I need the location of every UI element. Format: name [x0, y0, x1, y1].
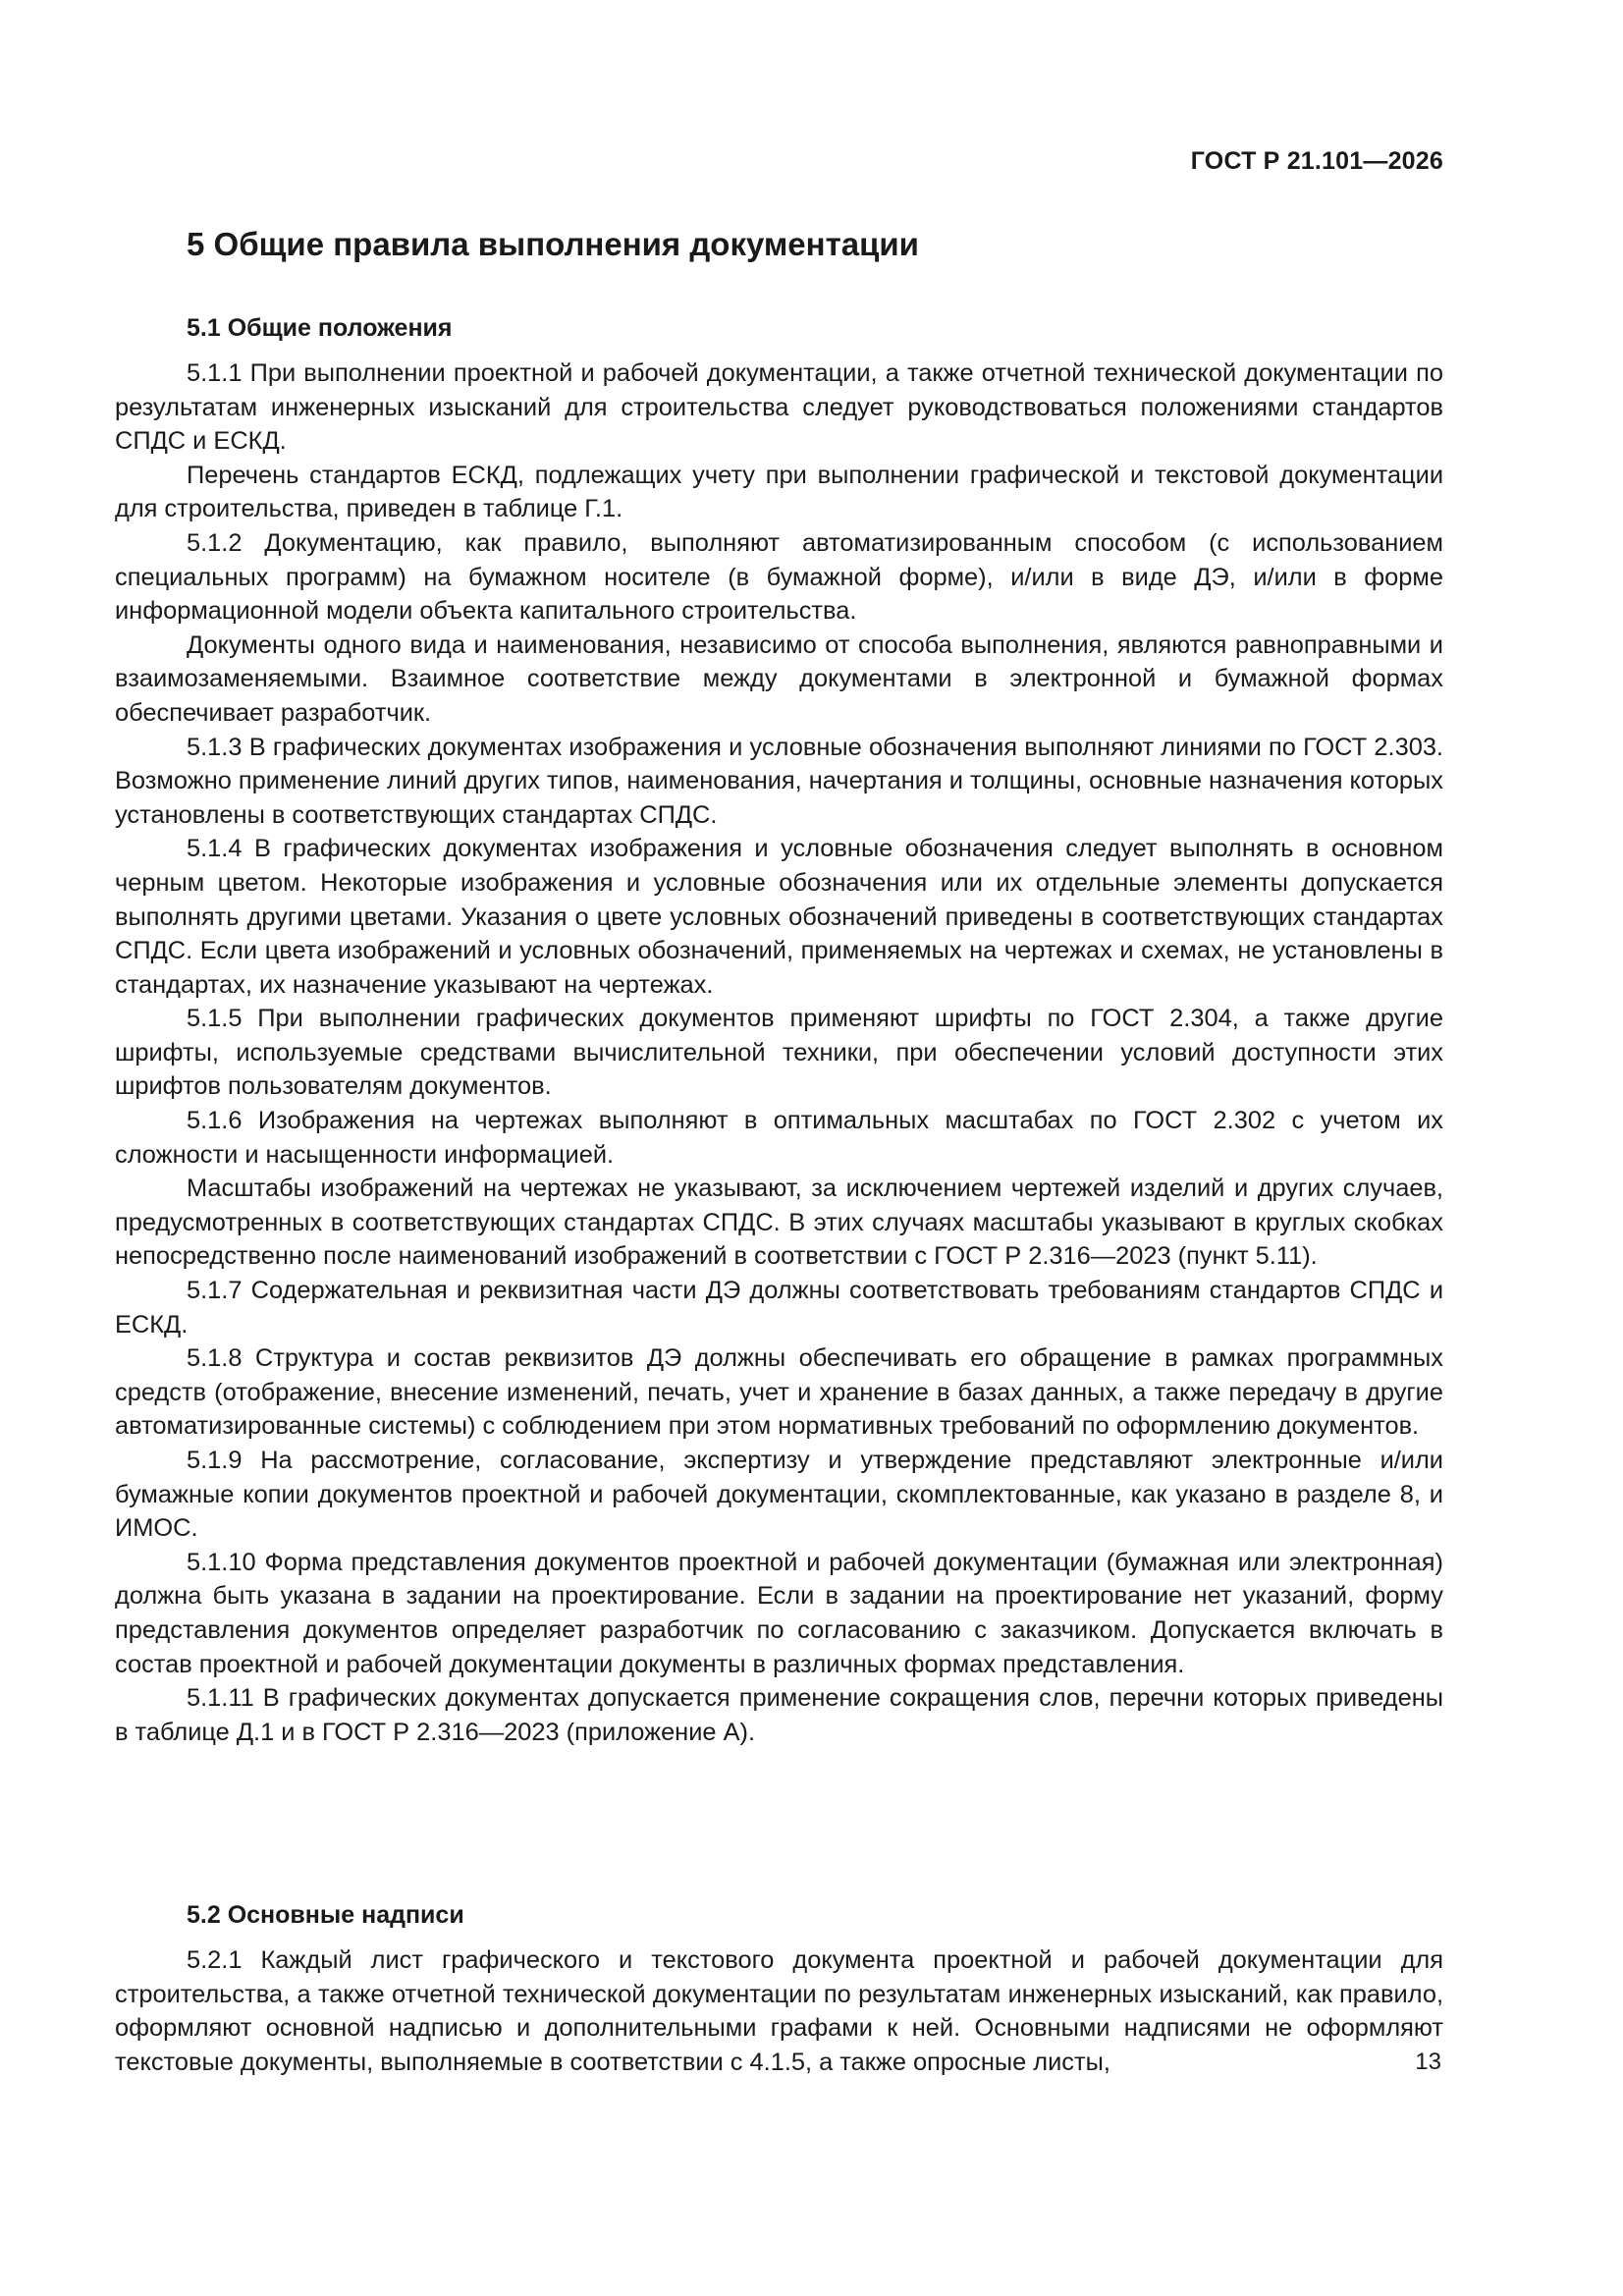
paragraph: Масштабы изображений на чертежах не указывают, за исключением чертежей изделий и других случаев, предусмотренных в соответствующих стандартах СПДС. В этих случаях масштабы указывают в круглых скобках непосредственно после наименований изображений в соответствии с ГОСТ Р 2.316—2023 (пункт 5.11).	[115, 1175, 1443, 1271]
page-number: 13	[1415, 2049, 1441, 2075]
document-designation: ГОСТ Р 21.101—2026	[1190, 147, 1443, 175]
paragraph: 5.1.4 В графических документах изображения и условные обозначения следует выполнять в основном черным цветом. Некоторые изображения и условные обозначения или их отдельные элементы допускается выполнять другими цветами. Указания о цвете условных обозначений приведены в соответствующих стандартах СПДС. Если цвета изображений и условных обозначений, применяемых на чертежах и схемах, не установлены в стандартах, их назначение указывают на чертежах.	[115, 835, 1443, 999]
paragraph: 5.2.1 Каждый лист графического и текстового документа проектной и рабочей документации для строительства, а также отчетной технической документации по результатам инженерных изысканий, как правило, оформляют основной надписью и дополнительными графами к ней. Основными надписями не оформляют текстовые документы, выполняемые в соответствии с 4.1.5, а также опросные листы,	[115, 1946, 1443, 2076]
section-heading: 5 Общие правила выполнения документации	[187, 226, 919, 262]
paragraph: 5.1.3 В графических документах изображения и условные обозначения выполняют линиями по ГОСТ 2.303. Возможно применение линий других типов, наименования, начертания и толщины, основные назначения которых установлены в соответствующих стандартах СПДС.	[115, 733, 1443, 829]
paragraph: 5.1.9 На рассмотрение, согласование, экспертизу и утверждение представляют электронные и/или бумажные копии документов проектной и рабочей документации, скомплектованные, как указано в разделе 8, и ИМОС.	[115, 1447, 1443, 1543]
paragraph: 5.1.5 При выполнении графических документов применяют шрифты по ГОСТ 2.304, а также другие шрифты, используемые средствами вычислительной техники, при обеспечении условий доступности этих шрифтов пользователям документов.	[115, 1005, 1443, 1101]
paragraph: 5.1.10 Форма представления документов проектной и рабочей документации (бумажная или электронная) должна быть указана в задании на проектирование. Если в задании на проектирование нет указаний, форму представления документов определяет разработчик по согласованию с заказчиком. Допускается включать в состав проектной и рабочей документации документы в различных формах представления.	[115, 1548, 1443, 1678]
subsection-5-2-body	[115, 1943, 1443, 2079]
subsection-heading-5-1: 5.1 Общие положения	[187, 314, 453, 342]
paragraph: 5.1.2 Документацию, как правило, выполняют автоматизированным способом (с использованием специальных программ) на бумажном носителе (в бумажной форме), и/или в виде ДЭ, и/или в форме информационной модели объекта капитального строительства.	[115, 528, 1443, 626]
subsection-heading-5-2: 5.2 Основные надписи	[187, 1901, 464, 1929]
subsection-5-1-body	[115, 356, 1443, 1749]
paragraph: 5.1.8 Структура и состав реквизитов ДЭ должны обеспечивать его обращение в рамках программных средств (отображение, внесение изменений, печать, учет и хранение в базах данных, а также передачу в другие автоматизированные системы) с соблюдением при этом нормативных требований по оформлению документов.	[115, 1344, 1443, 1441]
paragraph: Перечень стандартов ЕСКД, подлежащих учету при выполнении графической и текстовой документации для строительства, приведен в таблице Г.1.	[115, 461, 1443, 523]
paragraph: 5.1.7 Содержательная и реквизитная части ДЭ должны соответствовать требованиям стандартов СПДС и ЕСКД.	[115, 1277, 1443, 1339]
paragraph: Документы одного вида и наименования, независимо от способа выполнения, являются равноправными и взаимозаменяемыми. Взаимное соответствие между документами в электронной и бумажной формах обеспечивает разработчик.	[115, 630, 1443, 727]
paragraph: 5.1.6 Изображения на чертежах выполняют в оптимальных масштабах по ГОСТ 2.302 с учетом их сложности и насыщенности информацией.	[115, 1107, 1443, 1169]
paragraph: 5.1.11 В графических документах допускается применение сокращения слов, перечни которых приведены в таблице Д.1 и в ГОСТ Р 2.316—2023 (приложение А).	[115, 1684, 1443, 1746]
paragraph: 5.1.1 При выполнении проектной и рабочей документации, а также отчетной технической документации по результатам инженерных изысканий для строительства следует руководствоваться положениями стандартов СПДС и ЕСКД.	[115, 359, 1443, 456]
